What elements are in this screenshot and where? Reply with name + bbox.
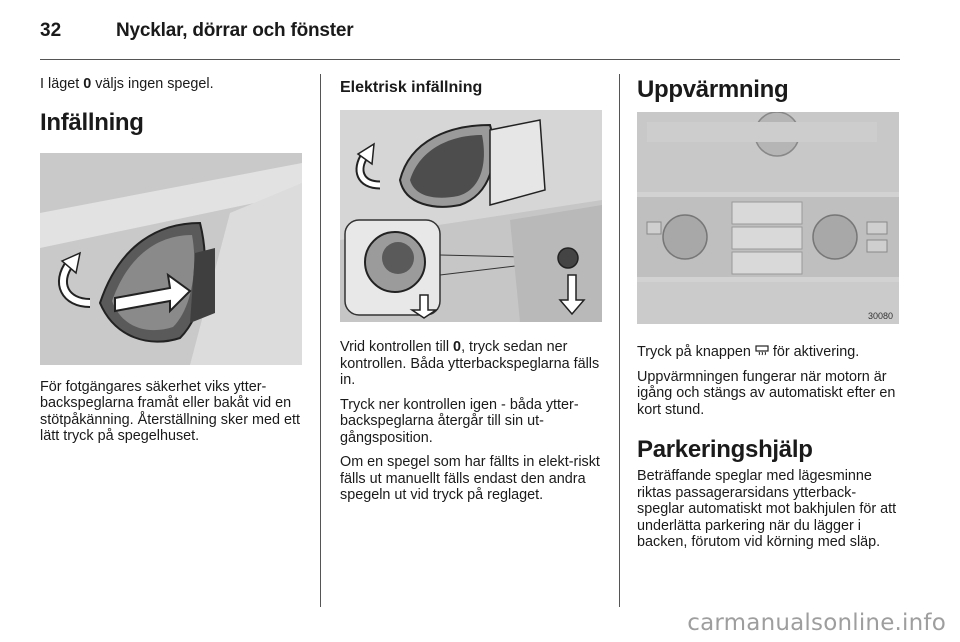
chapter-title: Nycklar, dörrar och fönster xyxy=(116,20,354,41)
watermark: carmanualsonline.info xyxy=(687,610,946,636)
column-divider-1 xyxy=(320,74,321,607)
intro-prefix: I läget xyxy=(40,76,84,92)
heating-p1-suffix: för aktivering. xyxy=(768,344,860,360)
electric-p3: Om en spegel som har fällts in elekt-riskt fälls ut manuellt fälls endast den andra spegeln ut vid tryck på reglaget. xyxy=(340,454,600,503)
intro-text xyxy=(40,76,304,93)
column-2 xyxy=(340,76,604,512)
figure-mirror-folding xyxy=(40,153,302,365)
parking-body: Beträffande speglar med lägesminne riktas passagerarsidans ytterback-speglar automatiskt mot bakhjulen för att underlätta parkering när du lägger i backen, förutom vid körning med släp. xyxy=(637,468,897,550)
section-heading-elektrisk: Elektrisk infällning xyxy=(340,79,483,96)
column-divider-2 xyxy=(619,74,620,607)
intro-suffix: väljs ingen spegel. xyxy=(91,76,214,92)
climate-panel-illustration xyxy=(637,112,899,324)
column-1 xyxy=(40,76,304,453)
figure-code: 30080 xyxy=(867,311,893,321)
electric-p1 xyxy=(340,339,604,389)
figure-electric-folding xyxy=(340,110,602,322)
electric-p2: Tryck ner kontrollen igen - båda ytter-backspeglarna återgår till sin ut-gångsposition. xyxy=(340,396,579,446)
heated-mirror-icon xyxy=(755,345,769,357)
section-heading-uppvarmning: Uppvärmning xyxy=(637,76,789,103)
mirror-folding-illustration xyxy=(40,153,302,365)
column-3 xyxy=(637,76,903,559)
section-heading-parkeringshjalp: Parkeringshjälp xyxy=(637,436,813,463)
heating-p1-prefix: Tryck på knappen xyxy=(637,344,755,360)
heating-p2: Uppvärmningen fungerar när motorn är igång och stängs av automatiskt efter en kort stund. xyxy=(637,368,896,418)
electric-p1-prefix: Vrid kontrollen till xyxy=(340,339,454,355)
figure-climate-panel xyxy=(637,112,899,324)
page-number: 32 xyxy=(40,20,62,41)
electric-p1-suffix: , tryck sedan ner kontrollen. Båda ytterbackspeglarna fälls in. xyxy=(340,339,600,388)
header-divider xyxy=(40,59,900,60)
intro-bold: 0 xyxy=(83,76,92,92)
heating-p1 xyxy=(637,344,903,361)
electric-p1-bold: 0 xyxy=(453,339,462,355)
section-heading-infallning: Infällning xyxy=(40,108,144,136)
folding-body: För fotgängares säkerhet viks ytter-backspeglarna framåt eller bakåt vid en stötpåkänning. Återställning sker med ett lätt tryck på spegelhuset. xyxy=(40,378,300,444)
electric-folding-illustration xyxy=(340,110,602,322)
page-header xyxy=(40,18,920,48)
